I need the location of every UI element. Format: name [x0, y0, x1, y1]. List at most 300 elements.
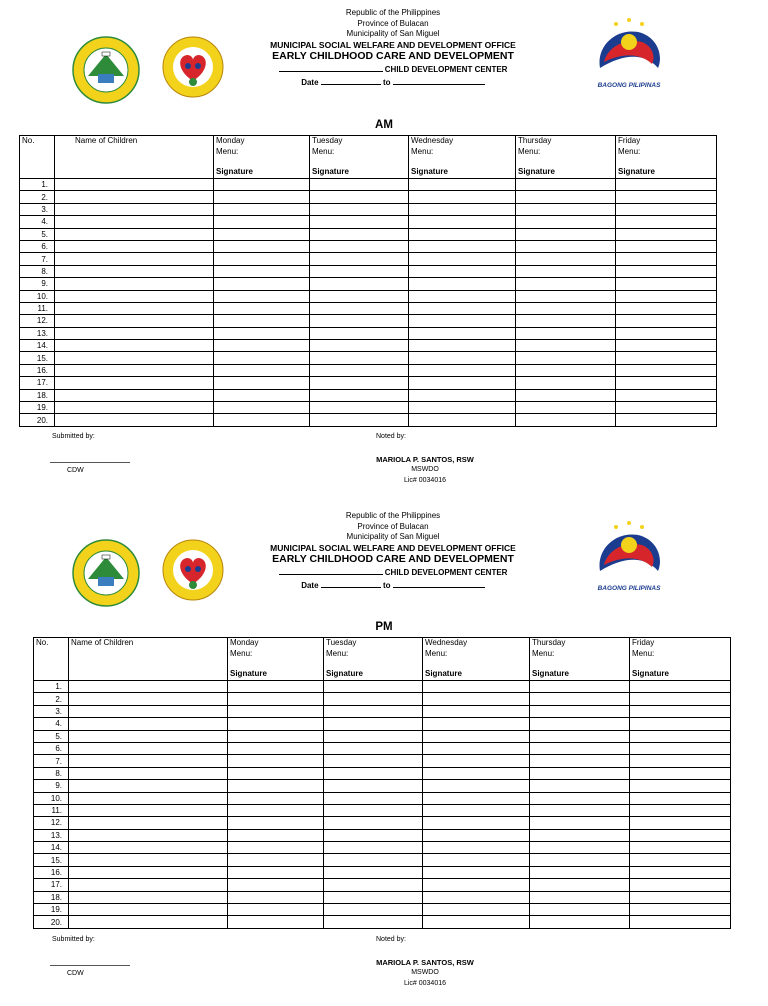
wednesday-signature-cell[interactable]: [409, 216, 516, 228]
wednesday-signature-cell[interactable]: [409, 302, 516, 314]
thursday-signature-cell[interactable]: [530, 842, 630, 854]
monday-signature-cell[interactable]: [214, 278, 310, 290]
monday-signature-cell[interactable]: [228, 854, 324, 866]
tuesday-signature-cell[interactable]: [324, 804, 423, 816]
child-name-cell[interactable]: [69, 693, 228, 705]
wednesday-signature-cell[interactable]: [423, 718, 530, 730]
child-name-cell[interactable]: [69, 705, 228, 717]
friday-signature-cell[interactable]: [630, 879, 731, 891]
wednesday-signature-cell[interactable]: [423, 755, 530, 767]
friday-signature-cell[interactable]: [630, 693, 731, 705]
monday-signature-cell[interactable]: [214, 302, 310, 314]
thursday-signature-cell[interactable]: [516, 414, 616, 426]
thursday-signature-cell[interactable]: [516, 315, 616, 327]
friday-signature-cell[interactable]: [616, 340, 717, 352]
table-row: [34, 916, 731, 928]
friday-signature-cell[interactable]: [616, 179, 717, 191]
thursday-signature-cell[interactable]: [516, 352, 616, 364]
row-number: 2.: [34, 693, 69, 705]
wednesday-signature-cell[interactable]: [423, 891, 530, 903]
friday-signature-cell[interactable]: [630, 904, 731, 916]
friday-signature-cell[interactable]: [630, 767, 731, 779]
child-name-cell[interactable]: [69, 916, 228, 928]
child-name-cell[interactable]: [69, 829, 228, 841]
tuesday-signature-cell[interactable]: [324, 817, 423, 829]
table-row: [34, 705, 731, 717]
monday-signature-cell[interactable]: [228, 718, 324, 730]
monday-signature-cell[interactable]: [214, 265, 310, 277]
monday-signature-cell[interactable]: [228, 792, 324, 804]
child-name-cell[interactable]: [55, 203, 214, 215]
tuesday-signature-cell[interactable]: [324, 755, 423, 767]
friday-signature-cell[interactable]: [616, 414, 717, 426]
wednesday-signature-cell[interactable]: [409, 228, 516, 240]
thursday-signature-cell[interactable]: [530, 854, 630, 866]
monday-signature-cell[interactable]: [228, 681, 324, 693]
wednesday-signature-cell[interactable]: [423, 693, 530, 705]
wednesday-signature-cell[interactable]: [423, 804, 530, 816]
table-row: [34, 718, 731, 730]
row-number: 3.: [20, 203, 55, 215]
row-number: 14.: [34, 842, 69, 854]
tuesday-signature-cell[interactable]: [310, 402, 409, 414]
child-name-cell[interactable]: [69, 904, 228, 916]
row-number: 12.: [20, 315, 55, 327]
child-name-cell[interactable]: [69, 792, 228, 804]
friday-signature-cell[interactable]: [616, 216, 717, 228]
child-name-cell[interactable]: [69, 879, 228, 891]
thursday-signature-cell[interactable]: [516, 203, 616, 215]
table-row: [20, 327, 717, 339]
tuesday-signature-cell[interactable]: [310, 340, 409, 352]
monday-signature-cell[interactable]: [228, 730, 324, 742]
child-name-cell[interactable]: [69, 866, 228, 878]
tuesday-signature-cell[interactable]: [324, 742, 423, 754]
tuesday-signature-cell[interactable]: [310, 302, 409, 314]
tuesday-signature-cell[interactable]: [310, 290, 409, 302]
header-line-province: Province of Bulacan: [357, 18, 429, 28]
table-row: [34, 842, 731, 854]
tuesday-signature-cell[interactable]: [310, 191, 409, 203]
child-name-cell[interactable]: [69, 891, 228, 903]
thursday-signature-cell[interactable]: [516, 290, 616, 302]
row-number: 14.: [20, 340, 55, 352]
tuesday-signature-cell[interactable]: [324, 718, 423, 730]
wednesday-signature-cell[interactable]: [423, 681, 530, 693]
child-name-cell[interactable]: [69, 718, 228, 730]
child-name-cell[interactable]: [69, 755, 228, 767]
table-row: [20, 253, 717, 265]
table-row: [34, 792, 731, 804]
wednesday-signature-cell[interactable]: [409, 203, 516, 215]
monday-signature-cell[interactable]: [228, 705, 324, 717]
monday-signature-cell[interactable]: [228, 780, 324, 792]
tuesday-signature-cell[interactable]: [324, 891, 423, 903]
table-row: [20, 265, 717, 277]
header-line-republic: Republic of the Philippines: [345, 511, 441, 520]
child-name-cell[interactable]: [69, 817, 228, 829]
child-name-cell[interactable]: [69, 804, 228, 816]
friday-signature-cell[interactable]: [630, 755, 731, 767]
wednesday-signature-cell[interactable]: [423, 866, 530, 878]
monday-signature-cell[interactable]: [214, 179, 310, 191]
row-number: 13.: [34, 829, 69, 841]
friday-signature-cell[interactable]: [616, 352, 717, 364]
wednesday-signature-cell[interactable]: [409, 377, 516, 389]
thursday-signature-cell[interactable]: [530, 755, 630, 767]
wednesday-signature-cell[interactable]: [409, 364, 516, 376]
wednesday-signature-cell[interactable]: [423, 780, 530, 792]
wednesday-signature-cell[interactable]: [409, 414, 516, 426]
friday-signature-cell[interactable]: [616, 240, 717, 252]
wednesday-signature-cell[interactable]: [409, 179, 516, 191]
friday-signature-cell[interactable]: [616, 402, 717, 414]
header-line-republic: Republic of the Philippines: [345, 8, 441, 17]
child-name-cell[interactable]: [69, 730, 228, 742]
wednesday-signature-cell[interactable]: [409, 315, 516, 327]
wednesday-signature-cell[interactable]: [409, 265, 516, 277]
child-name-cell[interactable]: [55, 265, 214, 277]
row-number: 17.: [20, 377, 55, 389]
wednesday-signature-cell[interactable]: [409, 340, 516, 352]
child-name-cell[interactable]: [55, 414, 214, 426]
thursday-signature-cell[interactable]: [516, 340, 616, 352]
child-name-cell[interactable]: [69, 842, 228, 854]
friday-signature-cell[interactable]: [616, 302, 717, 314]
monday-signature-cell[interactable]: [214, 191, 310, 203]
wednesday-signature-cell[interactable]: [423, 842, 530, 854]
wednesday-signature-cell[interactable]: [423, 730, 530, 742]
friday-signature-cell[interactable]: [616, 290, 717, 302]
thursday-signature-cell[interactable]: [516, 364, 616, 376]
friday-signature-cell[interactable]: [630, 829, 731, 841]
monday-signature-cell[interactable]: [228, 866, 324, 878]
friday-signature-cell[interactable]: [630, 780, 731, 792]
tuesday-signature-cell[interactable]: [324, 705, 423, 717]
monday-signature-cell[interactable]: [228, 879, 324, 891]
thursday-signature-cell[interactable]: [530, 817, 630, 829]
table-row: [20, 290, 717, 302]
thursday-signature-cell[interactable]: [530, 681, 630, 693]
child-name-cell[interactable]: [55, 340, 214, 352]
tuesday-signature-cell[interactable]: [310, 265, 409, 277]
tuesday-signature-cell[interactable]: [310, 228, 409, 240]
signatory-license: Lic# 0034016: [403, 980, 447, 987]
thursday-signature-cell[interactable]: [530, 829, 630, 841]
child-name-cell[interactable]: [55, 389, 214, 401]
monday-signature-cell[interactable]: [214, 402, 310, 414]
monday-signature-cell[interactable]: [214, 327, 310, 339]
friday-signature-cell[interactable]: [616, 191, 717, 203]
thursday-signature-cell[interactable]: [530, 718, 630, 730]
row-number: 19.: [20, 402, 55, 414]
header-line-municipality: Municipality of San Miguel: [346, 29, 440, 38]
wednesday-signature-cell[interactable]: [409, 290, 516, 302]
row-number: 8.: [20, 265, 55, 277]
table-row: [20, 216, 717, 228]
friday-signature-cell[interactable]: [630, 866, 731, 878]
monday-signature-cell[interactable]: [214, 352, 310, 364]
thursday-signature-cell[interactable]: [516, 228, 616, 240]
row-number: 4.: [34, 718, 69, 730]
tuesday-signature-cell[interactable]: [310, 389, 409, 401]
thursday-signature-cell[interactable]: [530, 767, 630, 779]
child-name-cell[interactable]: [55, 290, 214, 302]
tuesday-signature-cell[interactable]: [310, 253, 409, 265]
monday-signature-cell[interactable]: [228, 742, 324, 754]
row-number: 20.: [20, 414, 55, 426]
thursday-signature-cell[interactable]: [516, 253, 616, 265]
tuesday-signature-cell[interactable]: [324, 780, 423, 792]
wednesday-signature-cell[interactable]: [409, 278, 516, 290]
wednesday-signature-cell[interactable]: [423, 879, 530, 891]
header-line-municipality: Municipality of San Miguel: [346, 532, 440, 541]
friday-signature-cell[interactable]: [616, 364, 717, 376]
friday-signature-cell[interactable]: [616, 203, 717, 215]
tuesday-signature-cell[interactable]: [310, 377, 409, 389]
tuesday-signature-cell[interactable]: [324, 854, 423, 866]
friday-signature-cell[interactable]: [630, 916, 731, 928]
noted-by-label: Noted by:: [376, 433, 406, 440]
tuesday-signature-cell[interactable]: [310, 203, 409, 215]
child-name-cell[interactable]: [55, 191, 214, 203]
wednesday-signature-cell[interactable]: [409, 253, 516, 265]
tuesday-signature-cell[interactable]: [324, 842, 423, 854]
child-name-cell[interactable]: [55, 240, 214, 252]
child-name-cell[interactable]: [69, 767, 228, 779]
friday-signature-cell[interactable]: [630, 804, 731, 816]
friday-signature-cell[interactable]: [630, 718, 731, 730]
friday-signature-cell[interactable]: [616, 377, 717, 389]
tuesday-signature-cell[interactable]: [324, 916, 423, 928]
child-name-cell[interactable]: [55, 179, 214, 191]
col-tuesday: Tuesday Menu: Signature: [310, 136, 409, 179]
wednesday-signature-cell[interactable]: [423, 916, 530, 928]
tuesday-signature-cell[interactable]: [310, 414, 409, 426]
monday-signature-cell[interactable]: [214, 389, 310, 401]
friday-signature-cell[interactable]: [630, 817, 731, 829]
child-name-cell[interactable]: [69, 854, 228, 866]
tuesday-signature-cell[interactable]: [324, 730, 423, 742]
friday-signature-cell[interactable]: [616, 327, 717, 339]
child-name-cell[interactable]: [55, 352, 214, 364]
submitted-by-label: Submitted by:: [52, 433, 95, 440]
thursday-signature-cell[interactable]: [516, 278, 616, 290]
row-number: 9.: [20, 278, 55, 290]
friday-signature-cell[interactable]: [630, 891, 731, 903]
table-row: [34, 693, 731, 705]
thursday-signature-cell[interactable]: [530, 742, 630, 754]
child-name-cell[interactable]: [55, 327, 214, 339]
tuesday-signature-cell[interactable]: [310, 327, 409, 339]
tuesday-signature-cell[interactable]: [310, 352, 409, 364]
row-number: 10.: [34, 792, 69, 804]
wednesday-signature-cell[interactable]: [409, 191, 516, 203]
tuesday-signature-cell[interactable]: [324, 767, 423, 779]
friday-signature-cell[interactable]: [616, 278, 717, 290]
table-row: [34, 891, 731, 903]
col-wednesday: Wednesday Menu: Signature: [423, 638, 530, 681]
thursday-signature-cell[interactable]: [530, 891, 630, 903]
thursday-signature-cell[interactable]: [516, 216, 616, 228]
friday-signature-cell[interactable]: [630, 742, 731, 754]
monday-signature-cell[interactable]: [214, 290, 310, 302]
monday-signature-cell[interactable]: [214, 228, 310, 240]
tuesday-signature-cell[interactable]: [310, 278, 409, 290]
monday-signature-cell[interactable]: [214, 377, 310, 389]
monday-signature-cell[interactable]: [228, 693, 324, 705]
monday-signature-cell[interactable]: [214, 340, 310, 352]
wednesday-signature-cell[interactable]: [423, 705, 530, 717]
monday-signature-cell[interactable]: [214, 216, 310, 228]
child-name-cell[interactable]: [69, 780, 228, 792]
tuesday-signature-cell[interactable]: [310, 240, 409, 252]
thursday-signature-cell[interactable]: [516, 389, 616, 401]
child-name-cell[interactable]: [69, 742, 228, 754]
friday-signature-cell[interactable]: [630, 792, 731, 804]
friday-signature-cell[interactable]: [616, 315, 717, 327]
monday-signature-cell[interactable]: [214, 203, 310, 215]
monday-signature-cell[interactable]: [214, 364, 310, 376]
child-name-cell[interactable]: [55, 278, 214, 290]
table-row: [34, 730, 731, 742]
row-number: 16.: [34, 866, 69, 878]
thursday-signature-cell[interactable]: [516, 179, 616, 191]
thursday-signature-cell[interactable]: [530, 879, 630, 891]
tuesday-signature-cell[interactable]: [324, 904, 423, 916]
header-program: EARLY CHILDHOOD CARE AND DEVELOPMENT: [272, 50, 514, 62]
submitted-by-label: Submitted by:: [52, 936, 95, 943]
monday-signature-cell[interactable]: [228, 842, 324, 854]
monday-signature-cell[interactable]: [228, 755, 324, 767]
header: [0, 503, 768, 613]
thursday-signature-cell[interactable]: [516, 302, 616, 314]
wednesday-signature-cell[interactable]: [423, 767, 530, 779]
child-name-cell[interactable]: [55, 302, 214, 314]
monday-signature-cell[interactable]: [228, 904, 324, 916]
monday-signature-cell[interactable]: [228, 804, 324, 816]
child-name-cell[interactable]: [55, 377, 214, 389]
monday-signature-cell[interactable]: [228, 829, 324, 841]
col-friday: Friday Menu: Signature: [616, 136, 717, 179]
tuesday-signature-cell[interactable]: [310, 179, 409, 191]
monday-signature-cell[interactable]: [228, 817, 324, 829]
row-number: 18.: [20, 389, 55, 401]
table-row: [20, 402, 717, 414]
child-name-cell[interactable]: [55, 402, 214, 414]
wednesday-signature-cell[interactable]: [423, 817, 530, 829]
tuesday-signature-cell[interactable]: [324, 681, 423, 693]
thursday-signature-cell[interactable]: [516, 240, 616, 252]
thursday-signature-cell[interactable]: [516, 327, 616, 339]
thursday-signature-cell[interactable]: [530, 804, 630, 816]
friday-signature-cell[interactable]: [630, 681, 731, 693]
friday-signature-cell[interactable]: [616, 265, 717, 277]
thursday-signature-cell[interactable]: [516, 377, 616, 389]
tuesday-signature-cell[interactable]: [324, 866, 423, 878]
row-number: 18.: [34, 891, 69, 903]
child-name-cell[interactable]: [55, 253, 214, 265]
bagong-pilipinas-text: BAGONG PILIPINAS: [597, 82, 661, 89]
thursday-signature-cell[interactable]: [530, 904, 630, 916]
tuesday-signature-cell[interactable]: [324, 879, 423, 891]
wednesday-signature-cell[interactable]: [423, 742, 530, 754]
table-row: [20, 315, 717, 327]
tuesday-signature-cell[interactable]: [310, 216, 409, 228]
wednesday-signature-cell[interactable]: [409, 327, 516, 339]
wednesday-signature-cell[interactable]: [423, 829, 530, 841]
monday-signature-cell[interactable]: [228, 916, 324, 928]
tuesday-signature-cell[interactable]: [324, 792, 423, 804]
thursday-signature-cell[interactable]: [530, 780, 630, 792]
wednesday-signature-cell[interactable]: [409, 240, 516, 252]
row-number: 9.: [34, 780, 69, 792]
row-number: 2.: [20, 191, 55, 203]
wednesday-signature-cell[interactable]: [423, 792, 530, 804]
col-monday: Monday Menu: Signature: [214, 136, 310, 179]
row-number: 1.: [34, 681, 69, 693]
friday-signature-cell[interactable]: [630, 730, 731, 742]
thursday-signature-cell[interactable]: [516, 402, 616, 414]
table-row: [34, 681, 731, 693]
wednesday-signature-cell[interactable]: [409, 389, 516, 401]
child-name-cell[interactable]: [55, 216, 214, 228]
thursday-signature-cell[interactable]: [516, 265, 616, 277]
monday-signature-cell[interactable]: [214, 253, 310, 265]
monday-signature-cell[interactable]: [228, 891, 324, 903]
row-number: 8.: [34, 767, 69, 779]
row-number: 13.: [20, 327, 55, 339]
thursday-signature-cell[interactable]: [530, 866, 630, 878]
thursday-signature-cell[interactable]: [530, 693, 630, 705]
row-number: 3.: [34, 705, 69, 717]
wednesday-signature-cell[interactable]: [423, 904, 530, 916]
table-row: [34, 866, 731, 878]
tuesday-signature-cell[interactable]: [310, 315, 409, 327]
wednesday-signature-cell[interactable]: [409, 402, 516, 414]
child-name-cell[interactable]: [69, 681, 228, 693]
friday-signature-cell[interactable]: [630, 705, 731, 717]
col-friday: Friday Menu: Signature: [630, 638, 731, 681]
monday-signature-cell[interactable]: [228, 767, 324, 779]
friday-signature-cell[interactable]: [630, 842, 731, 854]
monday-signature-cell[interactable]: [214, 315, 310, 327]
thursday-signature-cell[interactable]: [530, 792, 630, 804]
thursday-signature-cell[interactable]: [530, 730, 630, 742]
wednesday-signature-cell[interactable]: [423, 854, 530, 866]
child-name-cell[interactable]: [55, 228, 214, 240]
bagong-pilipinas-icon: [586, 16, 672, 82]
tuesday-signature-cell[interactable]: [324, 693, 423, 705]
monday-signature-cell[interactable]: [214, 414, 310, 426]
tuesday-signature-cell[interactable]: [324, 829, 423, 841]
tuesday-signature-cell[interactable]: [310, 364, 409, 376]
friday-signature-cell[interactable]: [616, 253, 717, 265]
child-name-cell[interactable]: [55, 364, 214, 376]
cdw-label: CDW: [67, 970, 84, 977]
table-row: [34, 767, 731, 779]
thursday-signature-cell[interactable]: [516, 191, 616, 203]
child-name-cell[interactable]: [55, 315, 214, 327]
wednesday-signature-cell[interactable]: [409, 352, 516, 364]
friday-signature-cell[interactable]: [616, 389, 717, 401]
thursday-signature-cell[interactable]: [530, 916, 630, 928]
friday-signature-cell[interactable]: [616, 228, 717, 240]
row-number: 11.: [20, 302, 55, 314]
friday-signature-cell[interactable]: [630, 854, 731, 866]
monday-signature-cell[interactable]: [214, 240, 310, 252]
thursday-signature-cell[interactable]: [530, 705, 630, 717]
